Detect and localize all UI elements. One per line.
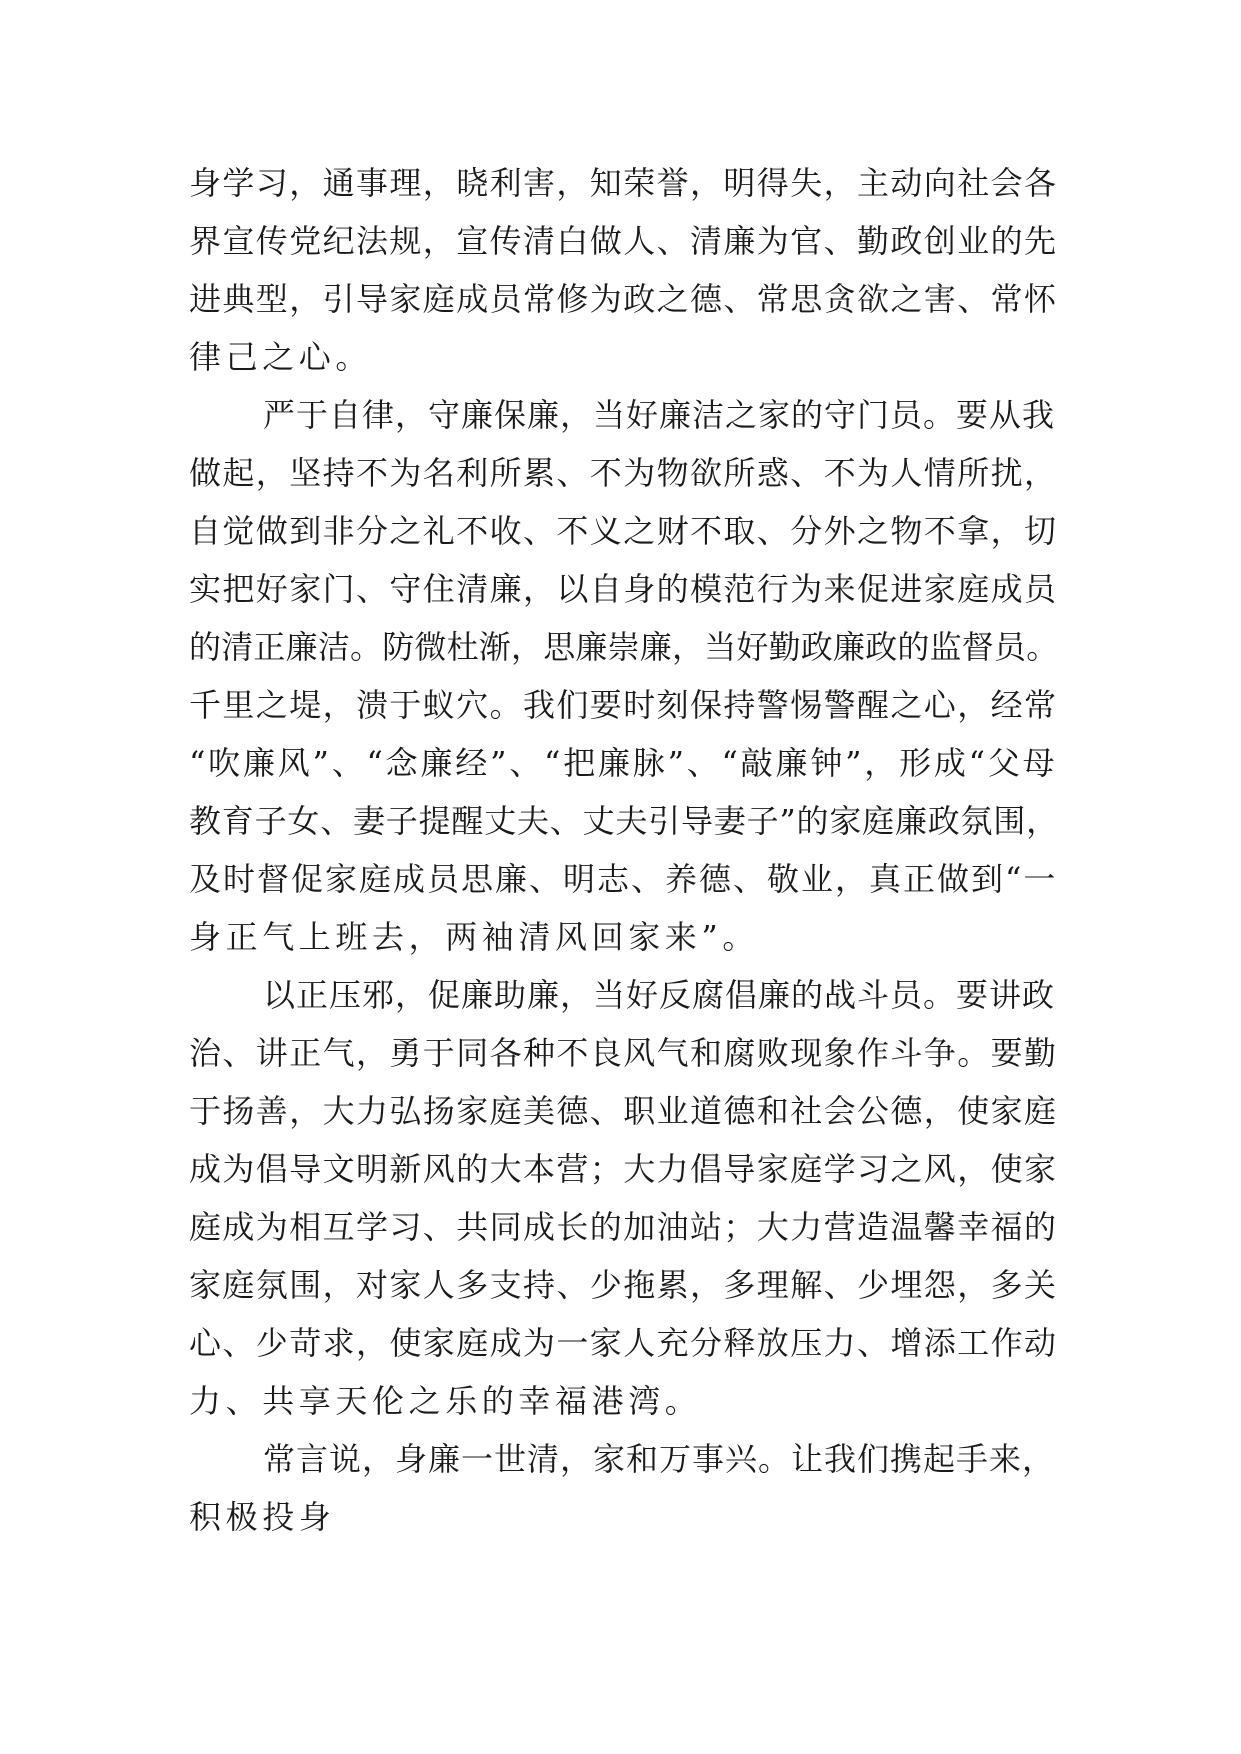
- text-line: 庭成为相互学习、共同成长的加油站；大力营造温馨幸福的: [189, 1208, 1058, 1246]
- text-line: 界宣传党纪法规，宣传清白做人、清廉为官、勤政创业的先: [189, 222, 1058, 260]
- body-text: [189, 154, 1059, 1546]
- text-line: 身学习，通事理，晓利害，知荣誉，明得失，主动向社会各: [189, 164, 1058, 202]
- text-line: 实把好家门、守住清廉，以自身的模范行为来促进家庭成员: [189, 570, 1058, 608]
- paragraph-first-line: 严于自律，守廉保廉，当好廉洁之家的守门员。要从我: [263, 396, 1056, 434]
- text-line: 教育子女、妻子提醒丈夫、丈夫引导妻子”的家庭廉政氛围，: [189, 802, 1059, 840]
- text-line: 自觉做到非分之礼不收、不义之财不取、分外之物不拿，切: [189, 512, 1058, 550]
- text-line: 做起，坚持不为名利所累、不为物欲所惑、不为人情所扰，: [189, 454, 1058, 492]
- text-line: 治、讲正气，勇于同各种不良风气和腐败现象作斗争。要勤: [189, 1034, 1058, 1072]
- paragraph-first-line: 以正压邪，促廉助廉，当好反腐倡廉的战斗员。要讲政: [263, 976, 1056, 1014]
- text-line: 及时督促家庭成员思廉、明志、养德、敬业，真正做到“一: [189, 860, 1058, 898]
- text-line: 进典型，引导家庭成员常修为政之德、常思贪欲之害、常怀: [189, 280, 1058, 318]
- paragraph-first-line: 常言说，身廉一世清，家和万事兴。让我们携起手来，: [263, 1440, 1056, 1478]
- text-line: 家庭氛围，对家人多支持、少拖累，多理解、少埋怨，多关: [189, 1266, 1058, 1304]
- text-line: 千里之堤，溃于蚁穴。我们要时刻保持警惕警醒之心，经常: [189, 686, 1058, 724]
- text-line: 心、少苛求，使家庭成为一家人充分释放压力、增添工作动: [189, 1324, 1058, 1362]
- text-line: 律己之心。: [189, 338, 373, 376]
- text-line: 的清正廉洁。防微杜渐，思廉崇廉，当好勤政廉政的监督员。: [189, 628, 1059, 666]
- text-line: “吹廉风”、“念廉经”、“把廉脉”、“敲廉钟”，形成“父母: [189, 744, 1058, 782]
- text-line: 身正气上班去，两袖清风回家来”。: [189, 918, 759, 956]
- text-line: 于扬善，大力弘扬家庭美德、职业道德和社会公德，使家庭: [189, 1092, 1058, 1130]
- text-line: 成为倡导文明新风的大本营；大力倡导家庭学习之风，使家: [189, 1150, 1058, 1188]
- text-line: 力、共享天伦之乐的幸福港湾。: [189, 1382, 702, 1420]
- text-line: 积极投身: [189, 1498, 336, 1536]
